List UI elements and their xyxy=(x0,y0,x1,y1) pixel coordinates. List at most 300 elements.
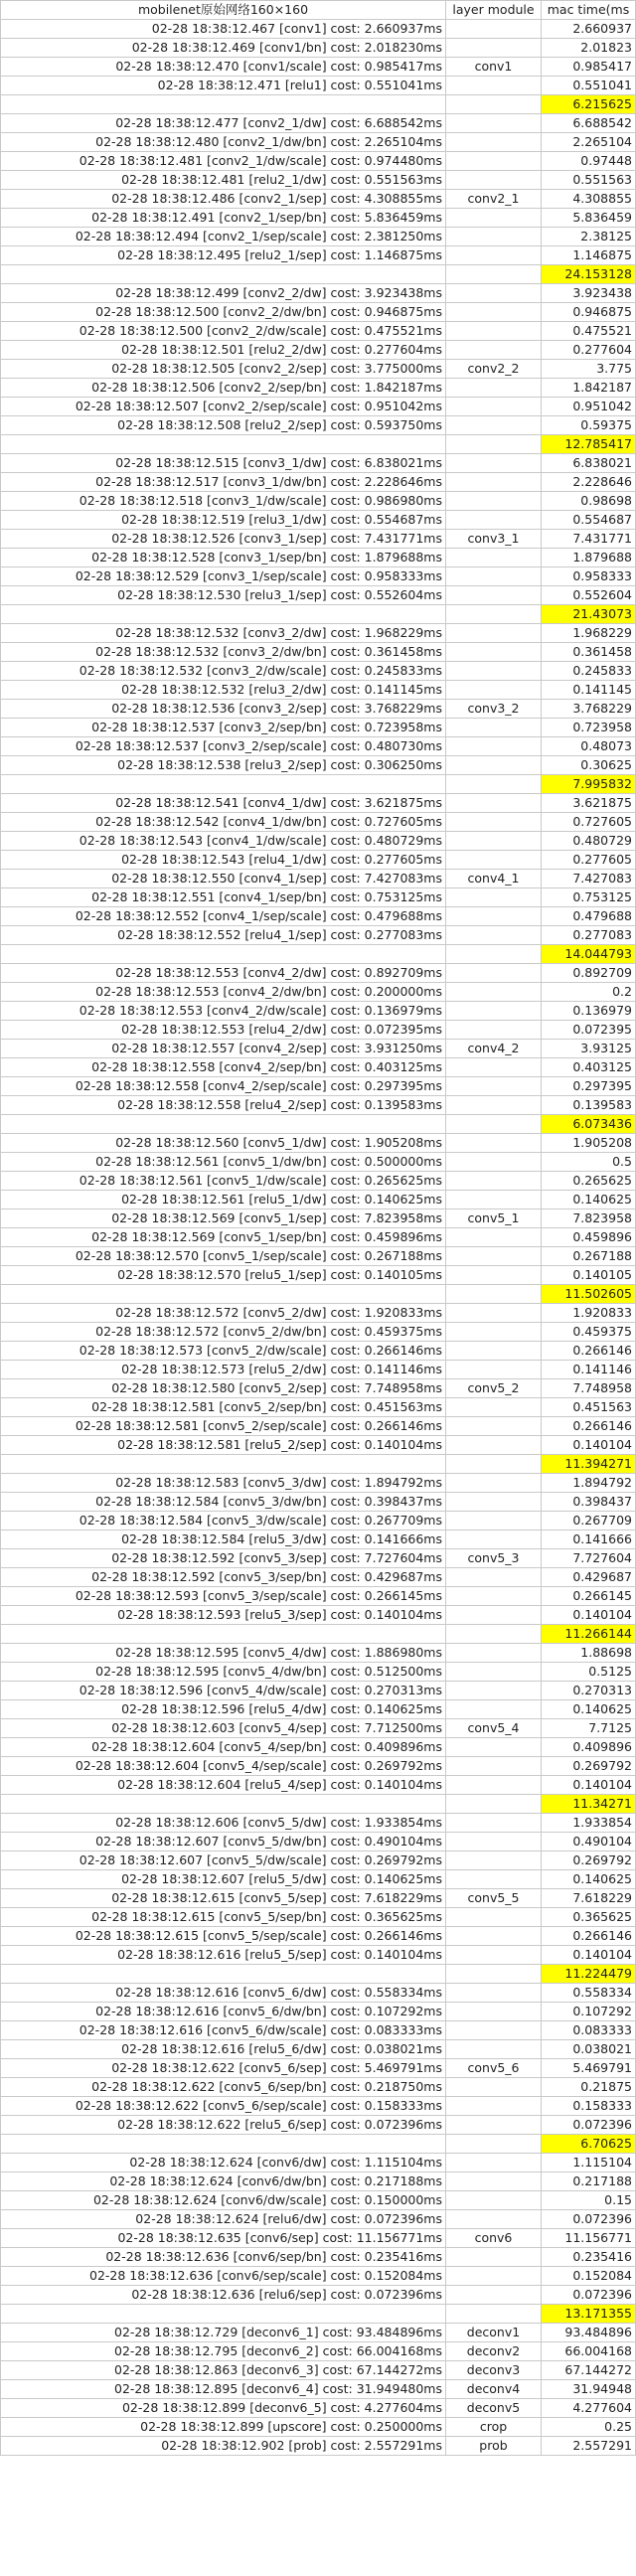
layer-module xyxy=(446,1285,542,1304)
subtotal-row xyxy=(1,1965,636,1984)
log-entry: 02-28 18:38:12.572 [conv5_2/dw] cost: 1.920833ms xyxy=(1,1304,446,1323)
log-entry xyxy=(1,1965,446,1984)
mac-time-value: 2.228646 xyxy=(542,473,636,492)
mac-time-value: 0.403125 xyxy=(542,1058,636,1077)
layer-module: conv2_1 xyxy=(446,190,542,209)
layer-module xyxy=(446,1606,542,1625)
log-entry: 02-28 18:38:12.795 [deconv6_2] cost: 66.004168ms xyxy=(1,2342,446,2361)
mac-time-value: 0.083333 xyxy=(542,2021,636,2040)
layer-module xyxy=(446,681,542,700)
mac-time-value: 2.660937 xyxy=(542,20,636,39)
table-row xyxy=(1,1870,636,1889)
log-entry: 02-28 18:38:12.570 [conv5_1/sep/scale] cost: 0.267188ms xyxy=(1,1247,446,1266)
subtotal-row xyxy=(1,1285,636,1304)
layer-module: conv5_5 xyxy=(446,1889,542,1908)
mac-time-value: 3.93125 xyxy=(542,1040,636,1058)
mac-time-value: 0.723958 xyxy=(542,719,636,737)
mac-time-value: 0.459896 xyxy=(542,1228,636,1247)
header-mac-time: mac time(ms xyxy=(542,1,636,20)
layer-module: deconv2 xyxy=(446,2342,542,2361)
layer-module xyxy=(446,2305,542,2324)
log-entry: 02-28 18:38:12.561 [conv5_1/dw/bn] cost: 0.500000ms xyxy=(1,1153,446,1172)
mac-time-value: 2.38125 xyxy=(542,228,636,246)
mac-time-value: 0.753125 xyxy=(542,888,636,907)
log-entry: 02-28 18:38:12.532 [conv3_2/dw/bn] cost: 0.361458ms xyxy=(1,643,446,662)
layer-module xyxy=(446,719,542,737)
mac-time-value: 6.688542 xyxy=(542,114,636,133)
table-row xyxy=(1,2267,636,2286)
mac-time-value: 1.933854 xyxy=(542,1814,636,1833)
log-entry: 02-28 18:38:12.607 [conv5_5/dw/bn] cost: 0.490104ms xyxy=(1,1833,446,1852)
log-entry: 02-28 18:38:12.607 [relu5_5/dw] cost: 0.140625ms xyxy=(1,1870,446,1889)
log-entry xyxy=(1,1115,446,1134)
mac-time-value: 0.072396 xyxy=(542,2116,636,2135)
table-row xyxy=(1,1342,636,1361)
subtotal-row xyxy=(1,2305,636,2324)
layer-module xyxy=(446,1021,542,1040)
log-entry: 02-28 18:38:12.895 [deconv6_4] cost: 31.949480ms xyxy=(1,2380,446,2399)
mac-time-value: 0.265625 xyxy=(542,1172,636,1191)
table-row xyxy=(1,1833,636,1852)
layer-module xyxy=(446,1417,542,1436)
log-entry: 02-28 18:38:12.616 [conv5_6/dw/bn] cost: 0.107292ms xyxy=(1,2003,446,2021)
log-entry: 02-28 18:38:12.558 [conv4_2/sep/bn] cost: 0.403125ms xyxy=(1,1058,446,1077)
mac-time-value: 5.469791 xyxy=(542,2059,636,2078)
layer-module xyxy=(446,209,542,228)
layer-module xyxy=(446,2078,542,2097)
layer-module: conv3_1 xyxy=(446,530,542,549)
mac-time-value: 0.140625 xyxy=(542,1870,636,1889)
table-row xyxy=(1,228,636,246)
table-row xyxy=(1,2248,636,2267)
subtotal-row xyxy=(1,1115,636,1134)
mac-time-value: 0.985417 xyxy=(542,58,636,77)
table-row xyxy=(1,662,636,681)
table-row xyxy=(1,416,636,435)
mac-time-value: 0.140104 xyxy=(542,1606,636,1625)
mac-time-value: 0.158333 xyxy=(542,2097,636,2116)
subtotal-value: 11.34271 xyxy=(542,1795,636,1814)
subtotal-row xyxy=(1,1455,636,1474)
layer-module xyxy=(446,1984,542,2003)
layer-module xyxy=(446,1361,542,1379)
layer-module xyxy=(446,152,542,171)
layer-module xyxy=(446,1077,542,1096)
log-entry: 02-28 18:38:12.899 [deconv6_5] cost: 4.277604ms xyxy=(1,2399,446,2418)
mac-time-value: 0.5 xyxy=(542,1153,636,1172)
table-row xyxy=(1,2191,636,2210)
log-entry: 02-28 18:38:12.584 [conv5_3/dw/scale] cost: 0.267709ms xyxy=(1,1512,446,1530)
layer-module xyxy=(446,1870,542,1889)
mac-time-value: 0.479688 xyxy=(542,907,636,926)
table-row xyxy=(1,1663,636,1682)
cost-table-body xyxy=(1,1,636,2456)
mac-time-value: 0.551563 xyxy=(542,171,636,190)
layer-module xyxy=(446,1512,542,1530)
table-row xyxy=(1,398,636,416)
log-entry: 02-28 18:38:12.532 [conv3_2/dw] cost: 1.968229ms xyxy=(1,624,446,643)
layer-module: deconv5 xyxy=(446,2399,542,2418)
layer-module: crop xyxy=(446,2418,542,2437)
table-row xyxy=(1,2173,636,2191)
layer-module: deconv1 xyxy=(446,2324,542,2342)
log-entry: 02-28 18:38:12.569 [conv5_1/sep/bn] cost: 0.459896ms xyxy=(1,1228,446,1247)
table-row xyxy=(1,624,636,643)
table-row xyxy=(1,1814,636,1833)
table-row xyxy=(1,1512,636,1530)
log-entry: 02-28 18:38:12.491 [conv2_1/sep/bn] cost: 5.836459ms xyxy=(1,209,446,228)
table-row xyxy=(1,2040,636,2059)
table-row xyxy=(1,1436,636,1455)
layer-module xyxy=(446,605,542,624)
log-entry: 02-28 18:38:12.501 [relu2_2/dw] cost: 0.277604ms xyxy=(1,341,446,360)
log-entry: 02-28 18:38:12.553 [relu4_2/dw] cost: 0.072395ms xyxy=(1,1021,446,1040)
log-entry: 02-28 18:38:12.494 [conv2_1/sep/scale] cost: 2.381250ms xyxy=(1,228,446,246)
log-entry: 02-28 18:38:12.506 [conv2_2/sep/bn] cost: 1.842187ms xyxy=(1,379,446,398)
table-row xyxy=(1,1852,636,1870)
mac-time-value: 0.30625 xyxy=(542,756,636,775)
layer-module xyxy=(446,416,542,435)
subtotal-value: 6.215625 xyxy=(542,95,636,114)
layer-module: conv1 xyxy=(446,58,542,77)
layer-module xyxy=(446,1700,542,1719)
table-row xyxy=(1,1266,636,1285)
mac-time-value: 0.15 xyxy=(542,2191,636,2210)
mac-time-value: 0.072396 xyxy=(542,2210,636,2229)
table-row xyxy=(1,2286,636,2305)
log-entry: 02-28 18:38:12.596 [conv5_4/dw/scale] cost: 0.270313ms xyxy=(1,1682,446,1700)
log-entry: 02-28 18:38:12.616 [conv5_6/dw] cost: 0.558334ms xyxy=(1,1984,446,2003)
mac-time-value: 3.775 xyxy=(542,360,636,379)
log-entry: 02-28 18:38:12.552 [relu4_1/sep] cost: 0.277083ms xyxy=(1,926,446,945)
table-row xyxy=(1,1474,636,1493)
table-row xyxy=(1,190,636,209)
log-entry: 02-28 18:38:12.470 [conv1/scale] cost: 0.985417ms xyxy=(1,58,446,77)
log-entry: 02-28 18:38:12.507 [conv2_2/sep/scale] cost: 0.951042ms xyxy=(1,398,446,416)
mac-time-value: 0.365625 xyxy=(542,1908,636,1927)
mac-time-value: 0.429687 xyxy=(542,1568,636,1587)
log-entry: 02-28 18:38:12.581 [relu5_2/sep] cost: 0.140104ms xyxy=(1,1436,446,1455)
table-row xyxy=(1,1493,636,1512)
mac-time-value: 0.141145 xyxy=(542,681,636,700)
layer-module xyxy=(446,454,542,473)
layer-module xyxy=(446,114,542,133)
mac-time-value: 7.431771 xyxy=(542,530,636,549)
layer-module xyxy=(446,2097,542,2116)
log-entry: 02-28 18:38:12.481 [conv2_1/dw/scale] cost: 0.974480ms xyxy=(1,152,446,171)
layer-module xyxy=(446,1795,542,1814)
layer-module: conv3_2 xyxy=(446,700,542,719)
table-row xyxy=(1,1058,636,1077)
log-entry: 02-28 18:38:12.486 [conv2_1/sep] cost: 4.308855ms xyxy=(1,190,446,209)
log-entry: 02-28 18:38:12.622 [relu5_6/sep] cost: 0.072396ms xyxy=(1,2116,446,2135)
header-row xyxy=(1,1,636,20)
layer-module xyxy=(446,1682,542,1700)
layer-module xyxy=(446,737,542,756)
layer-module xyxy=(446,775,542,794)
table-row xyxy=(1,870,636,888)
table-row xyxy=(1,2116,636,2135)
mac-time-value: 4.308855 xyxy=(542,190,636,209)
log-entry: 02-28 18:38:12.573 [conv5_2/dw/scale] cost: 0.266146ms xyxy=(1,1342,446,1361)
table-row xyxy=(1,1908,636,1927)
log-entry: 02-28 18:38:12.530 [relu3_1/sep] cost: 0.552604ms xyxy=(1,586,446,605)
mac-time-value: 0.98698 xyxy=(542,492,636,511)
table-row xyxy=(1,1984,636,2003)
log-entry: 02-28 18:38:12.526 [conv3_1/sep] cost: 7.431771ms xyxy=(1,530,446,549)
table-row xyxy=(1,492,636,511)
table-row xyxy=(1,1682,636,1700)
layer-module xyxy=(446,473,542,492)
mac-time-value: 0.140625 xyxy=(542,1191,636,1209)
table-row xyxy=(1,926,636,945)
log-entry: 02-28 18:38:12.469 [conv1/bn] cost: 2.018230ms xyxy=(1,39,446,58)
table-row xyxy=(1,1096,636,1115)
subtotal-value: 6.70625 xyxy=(542,2135,636,2154)
mac-time-value: 0.59375 xyxy=(542,416,636,435)
mac-time-value: 0.490104 xyxy=(542,1833,636,1852)
layer-module xyxy=(446,983,542,1002)
subtotal-value: 7.995832 xyxy=(542,775,636,794)
table-row xyxy=(1,284,636,303)
mac-time-value: 1.88698 xyxy=(542,1644,636,1663)
table-row xyxy=(1,1077,636,1096)
log-entry: 02-28 18:38:12.477 [conv2_1/dw] cost: 6.688542ms xyxy=(1,114,446,133)
log-entry: 02-28 18:38:12.603 [conv5_4/sep] cost: 7.712500ms xyxy=(1,1719,446,1738)
subtotal-value: 12.785417 xyxy=(542,435,636,454)
log-entry: 02-28 18:38:12.863 [deconv6_3] cost: 67.144272ms xyxy=(1,2361,446,2380)
mac-time-value: 11.156771 xyxy=(542,2229,636,2248)
mac-time-value: 0.140104 xyxy=(542,1776,636,1795)
layer-module xyxy=(446,2003,542,2021)
subtotal-row xyxy=(1,1795,636,1814)
layer-module: conv5_2 xyxy=(446,1379,542,1398)
table-row xyxy=(1,1304,636,1323)
subtotal-value: 11.502605 xyxy=(542,1285,636,1304)
layer-module: prob xyxy=(446,2437,542,2456)
layer-module xyxy=(446,851,542,870)
log-entry: 02-28 18:38:12.541 [conv4_1/dw] cost: 3.621875ms xyxy=(1,794,446,813)
table-row xyxy=(1,1776,636,1795)
table-row xyxy=(1,907,636,926)
layer-module xyxy=(446,945,542,964)
header-layer-module: layer module xyxy=(446,1,542,20)
mac-time-value: 0.267188 xyxy=(542,1247,636,1266)
log-entry: 02-28 18:38:12.537 [conv3_2/sep/scale] cost: 0.480730ms xyxy=(1,737,446,756)
log-entry xyxy=(1,1285,446,1304)
table-row xyxy=(1,2418,636,2437)
table-row xyxy=(1,700,636,719)
layer-module xyxy=(446,246,542,265)
mac-time-value: 0.946875 xyxy=(542,303,636,322)
log-entry: 02-28 18:38:12.553 [conv4_2/dw/scale] cost: 0.136979ms xyxy=(1,1002,446,1021)
table-row xyxy=(1,1889,636,1908)
layer-module xyxy=(446,1153,542,1172)
log-entry: 02-28 18:38:12.604 [conv5_4/sep/scale] cost: 0.269792ms xyxy=(1,1757,446,1776)
layer-module xyxy=(446,1644,542,1663)
layer-module xyxy=(446,228,542,246)
layer-module: conv4_2 xyxy=(446,1040,542,1058)
table-row xyxy=(1,832,636,851)
mac-time-value: 0.152084 xyxy=(542,2267,636,2286)
table-row xyxy=(1,2078,636,2097)
layer-module xyxy=(446,567,542,586)
table-row xyxy=(1,719,636,737)
table-row xyxy=(1,360,636,379)
layer-module xyxy=(446,586,542,605)
log-entry: 02-28 18:38:12.581 [conv5_2/sep/scale] cost: 0.266146ms xyxy=(1,1417,446,1436)
layer-module xyxy=(446,2173,542,2191)
layer-module xyxy=(446,794,542,813)
table-row xyxy=(1,114,636,133)
mac-time-value: 7.748958 xyxy=(542,1379,636,1398)
log-entry: 02-28 18:38:12.584 [relu5_3/dw] cost: 0.141666ms xyxy=(1,1530,446,1549)
log-entry: 02-28 18:38:12.518 [conv3_1/dw/scale] cost: 0.986980ms xyxy=(1,492,446,511)
subtotal-value: 11.224479 xyxy=(542,1965,636,1984)
log-entry: 02-28 18:38:12.536 [conv3_2/sep] cost: 3.768229ms xyxy=(1,700,446,719)
layer-module xyxy=(446,1946,542,1965)
layer-module: conv5_1 xyxy=(446,1209,542,1228)
subtotal-value: 13.171355 xyxy=(542,2305,636,2324)
log-entry: 02-28 18:38:12.519 [relu3_1/dw] cost: 0.554687ms xyxy=(1,511,446,530)
log-entry: 02-28 18:38:12.606 [conv5_5/dw] cost: 1.933854ms xyxy=(1,1814,446,1833)
mac-time-value: 0.21875 xyxy=(542,2078,636,2097)
table-row xyxy=(1,303,636,322)
layer-module xyxy=(446,2267,542,2286)
mac-time-value: 0.558334 xyxy=(542,1984,636,2003)
mac-time-value: 0.072396 xyxy=(542,2286,636,2305)
log-entry xyxy=(1,95,446,114)
log-entry: 02-28 18:38:12.729 [deconv6_1] cost: 93.484896ms xyxy=(1,2324,446,2342)
log-entry: 02-28 18:38:12.595 [conv5_4/dw/bn] cost: 0.512500ms xyxy=(1,1663,446,1682)
log-entry: 02-28 18:38:12.558 [relu4_2/sep] cost: 0.139583ms xyxy=(1,1096,446,1115)
layer-module xyxy=(446,549,542,567)
log-entry: 02-28 18:38:12.529 [conv3_1/sep/scale] cost: 0.958333ms xyxy=(1,567,446,586)
mac-time-value: 0.266146 xyxy=(542,1417,636,1436)
mac-time-value: 0.266145 xyxy=(542,1587,636,1606)
table-row xyxy=(1,473,636,492)
layer-module xyxy=(446,1436,542,1455)
layer-module xyxy=(446,39,542,58)
table-row xyxy=(1,1361,636,1379)
table-row xyxy=(1,1417,636,1436)
layer-module xyxy=(446,964,542,983)
layer-module xyxy=(446,171,542,190)
table-row xyxy=(1,1719,636,1738)
subtotal-value: 11.266144 xyxy=(542,1625,636,1644)
table-row xyxy=(1,983,636,1002)
table-row xyxy=(1,586,636,605)
layer-module xyxy=(446,492,542,511)
layer-module xyxy=(446,756,542,775)
log-entry: 02-28 18:38:12.615 [conv5_5/sep/scale] cost: 0.266146ms xyxy=(1,1927,446,1946)
table-row xyxy=(1,888,636,907)
mac-time-value: 0.141146 xyxy=(542,1361,636,1379)
mac-time-value: 0.140625 xyxy=(542,1700,636,1719)
log-entry xyxy=(1,775,446,794)
mac-time-value: 0.277604 xyxy=(542,341,636,360)
layer-module xyxy=(446,1663,542,1682)
layer-module xyxy=(446,813,542,832)
table-row xyxy=(1,1587,636,1606)
table-row xyxy=(1,77,636,95)
table-row xyxy=(1,1644,636,1663)
log-entry: 02-28 18:38:12.902 [prob] cost: 2.557291ms xyxy=(1,2437,446,2456)
log-entry: 02-28 18:38:12.572 [conv5_2/dw/bn] cost: 0.459375ms xyxy=(1,1323,446,1342)
table-row xyxy=(1,20,636,39)
log-entry xyxy=(1,1625,446,1644)
table-row xyxy=(1,2154,636,2173)
mac-time-value: 0.217188 xyxy=(542,2173,636,2191)
header-log: mobilenet原始网络160×160 xyxy=(1,1,446,20)
mac-time-value: 93.484896 xyxy=(542,2324,636,2342)
mac-time-value: 0.266146 xyxy=(542,1342,636,1361)
log-entry: 02-28 18:38:12.636 [relu6/sep] cost: 0.072396ms xyxy=(1,2286,446,2305)
layer-module xyxy=(446,398,542,416)
log-entry: 02-28 18:38:12.635 [conv6/sep] cost: 11.156771ms xyxy=(1,2229,446,2248)
mac-time-value: 0.727605 xyxy=(542,813,636,832)
subtotal-row xyxy=(1,265,636,284)
mac-time-value: 0.958333 xyxy=(542,567,636,586)
mac-time-value: 0.269792 xyxy=(542,1852,636,1870)
log-entry: 02-28 18:38:12.499 [conv2_2/dw] cost: 3.923438ms xyxy=(1,284,446,303)
layer-module xyxy=(446,2116,542,2135)
layer-module: conv6 xyxy=(446,2229,542,2248)
table-row xyxy=(1,511,636,530)
mac-time-value: 0.97448 xyxy=(542,152,636,171)
mac-time-value: 3.621875 xyxy=(542,794,636,813)
table-row xyxy=(1,1568,636,1587)
mac-time-value: 67.144272 xyxy=(542,2361,636,2380)
mac-time-value: 0.235416 xyxy=(542,2248,636,2267)
table-row xyxy=(1,1549,636,1568)
subtotal-row xyxy=(1,605,636,624)
log-entry: 02-28 18:38:12.616 [relu5_5/sep] cost: 0.140104ms xyxy=(1,1946,446,1965)
table-row xyxy=(1,1323,636,1342)
table-row xyxy=(1,643,636,662)
table-row xyxy=(1,1530,636,1549)
mac-time-value: 0.48073 xyxy=(542,737,636,756)
mac-time-value: 0.2 xyxy=(542,983,636,1002)
mac-time-value: 1.894792 xyxy=(542,1474,636,1493)
mac-time-value: 0.139583 xyxy=(542,1096,636,1115)
log-entry: 02-28 18:38:12.636 [conv6/sep/scale] cost: 0.152084ms xyxy=(1,2267,446,2286)
log-entry: 02-28 18:38:12.558 [conv4_2/sep/scale] cost: 0.297395ms xyxy=(1,1077,446,1096)
layer-module xyxy=(446,1530,542,1549)
table-row xyxy=(1,2059,636,2078)
log-entry xyxy=(1,265,446,284)
layer-module xyxy=(446,265,542,284)
mac-time-value: 1.920833 xyxy=(542,1304,636,1323)
table-row xyxy=(1,851,636,870)
layer-module xyxy=(446,1852,542,1870)
table-row xyxy=(1,322,636,341)
layer-module: deconv3 xyxy=(446,2361,542,2380)
log-entry: 02-28 18:38:12.543 [relu4_1/dw] cost: 0.277605ms xyxy=(1,851,446,870)
mac-time-value: 0.409896 xyxy=(542,1738,636,1757)
layer-module xyxy=(446,832,542,851)
mac-time-value: 0.552604 xyxy=(542,586,636,605)
layer-module xyxy=(446,322,542,341)
mac-time-value: 31.94948 xyxy=(542,2380,636,2399)
table-row xyxy=(1,1606,636,1625)
log-entry: 02-28 18:38:12.480 [conv2_1/dw/bn] cost: 2.265104ms xyxy=(1,133,446,152)
layer-module xyxy=(446,2154,542,2173)
layer-module xyxy=(446,1323,542,1342)
log-entry: 02-28 18:38:12.580 [conv5_2/sep] cost: 7.748958ms xyxy=(1,1379,446,1398)
mac-time-value: 0.267709 xyxy=(542,1512,636,1530)
log-entry xyxy=(1,2135,446,2154)
